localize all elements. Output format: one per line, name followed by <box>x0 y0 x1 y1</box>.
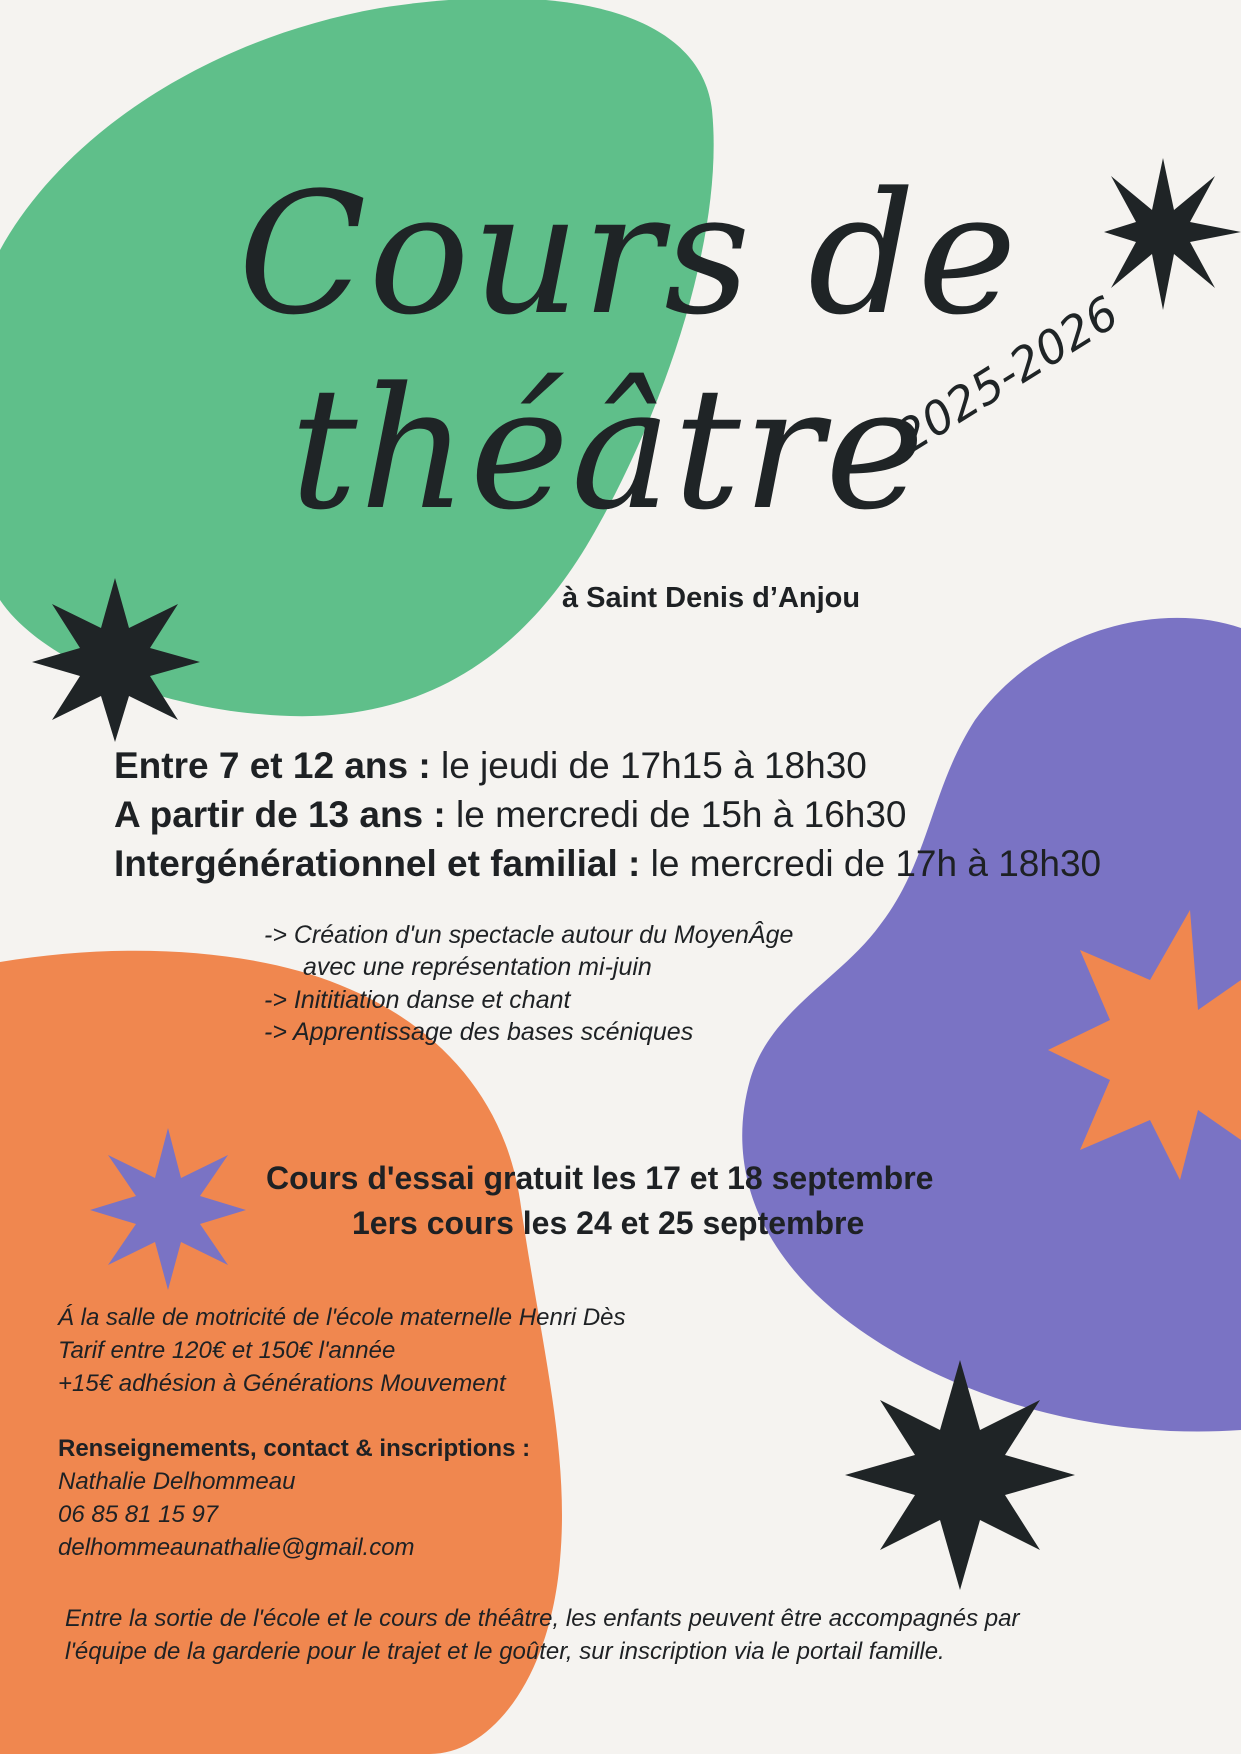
schedule-group: Intergénérationnel et familial <box>114 843 618 884</box>
contact-phone[interactable]: 06 85 81 15 97 <box>58 1501 219 1528</box>
dark-star-icon <box>1104 158 1241 310</box>
schedule-row <box>114 842 1101 886</box>
activity-item: -> Apprentissage des bases scéniques <box>264 1018 694 1046</box>
schedule-row <box>114 744 867 788</box>
activity-item: -> Inititiation danse et chant <box>264 986 571 1014</box>
activity-item: -> Création d'un spectacle autour du MoyenÂge <box>264 921 794 949</box>
schedule-group: A partir de 13 ans <box>114 794 424 835</box>
childcare-note: l'équipe de la garderie pour le trajet et le goûter, sur inscription via le portail famille. <box>65 1638 945 1665</box>
contact-name: Nathalie Delhommeau <box>58 1468 296 1495</box>
title-line-1: Cours de <box>238 156 1019 352</box>
schedule-time: le jeudi de 17h15 à 18h30 <box>440 745 867 786</box>
season-year: 2025-2026 <box>886 285 1128 464</box>
schedule-time: le mercredi de 15h à 16h30 <box>456 794 907 835</box>
price: Tarif entre 120€ et 150€ l'année <box>58 1337 396 1364</box>
membership-fee: +15€ adhésion à Générations Mouvement <box>58 1370 506 1397</box>
venue: Á la salle de motricité de l'école maternelle Henri Dès <box>58 1304 626 1331</box>
schedule-separator: : <box>423 794 457 835</box>
schedule-separator: : <box>617 843 651 884</box>
schedule-row <box>114 793 907 837</box>
location: à Saint Denis d’Anjou <box>562 582 861 614</box>
trial-classes: Cours d'essai gratuit les 17 et 18 septembre <box>266 1160 934 1196</box>
contact-email[interactable]: delhommeaunathalie@gmail.com <box>58 1534 415 1561</box>
first-classes: 1ers cours les 24 et 25 septembre <box>352 1205 865 1241</box>
schedule-time: le mercredi de 17h à 18h30 <box>650 843 1102 884</box>
activity-item: avec une représentation mi-juin <box>303 953 652 981</box>
childcare-note: Entre la sortie de l'école et le cours de théâtre, les enfants peuvent être accompagnés par <box>65 1605 1020 1632</box>
title-line-2: théâtre <box>290 351 927 547</box>
contact-heading: Renseignements, contact & inscriptions : <box>58 1435 531 1462</box>
schedule-group: Entre 7 et 12 ans <box>114 745 409 786</box>
schedule-separator: : <box>408 745 441 786</box>
